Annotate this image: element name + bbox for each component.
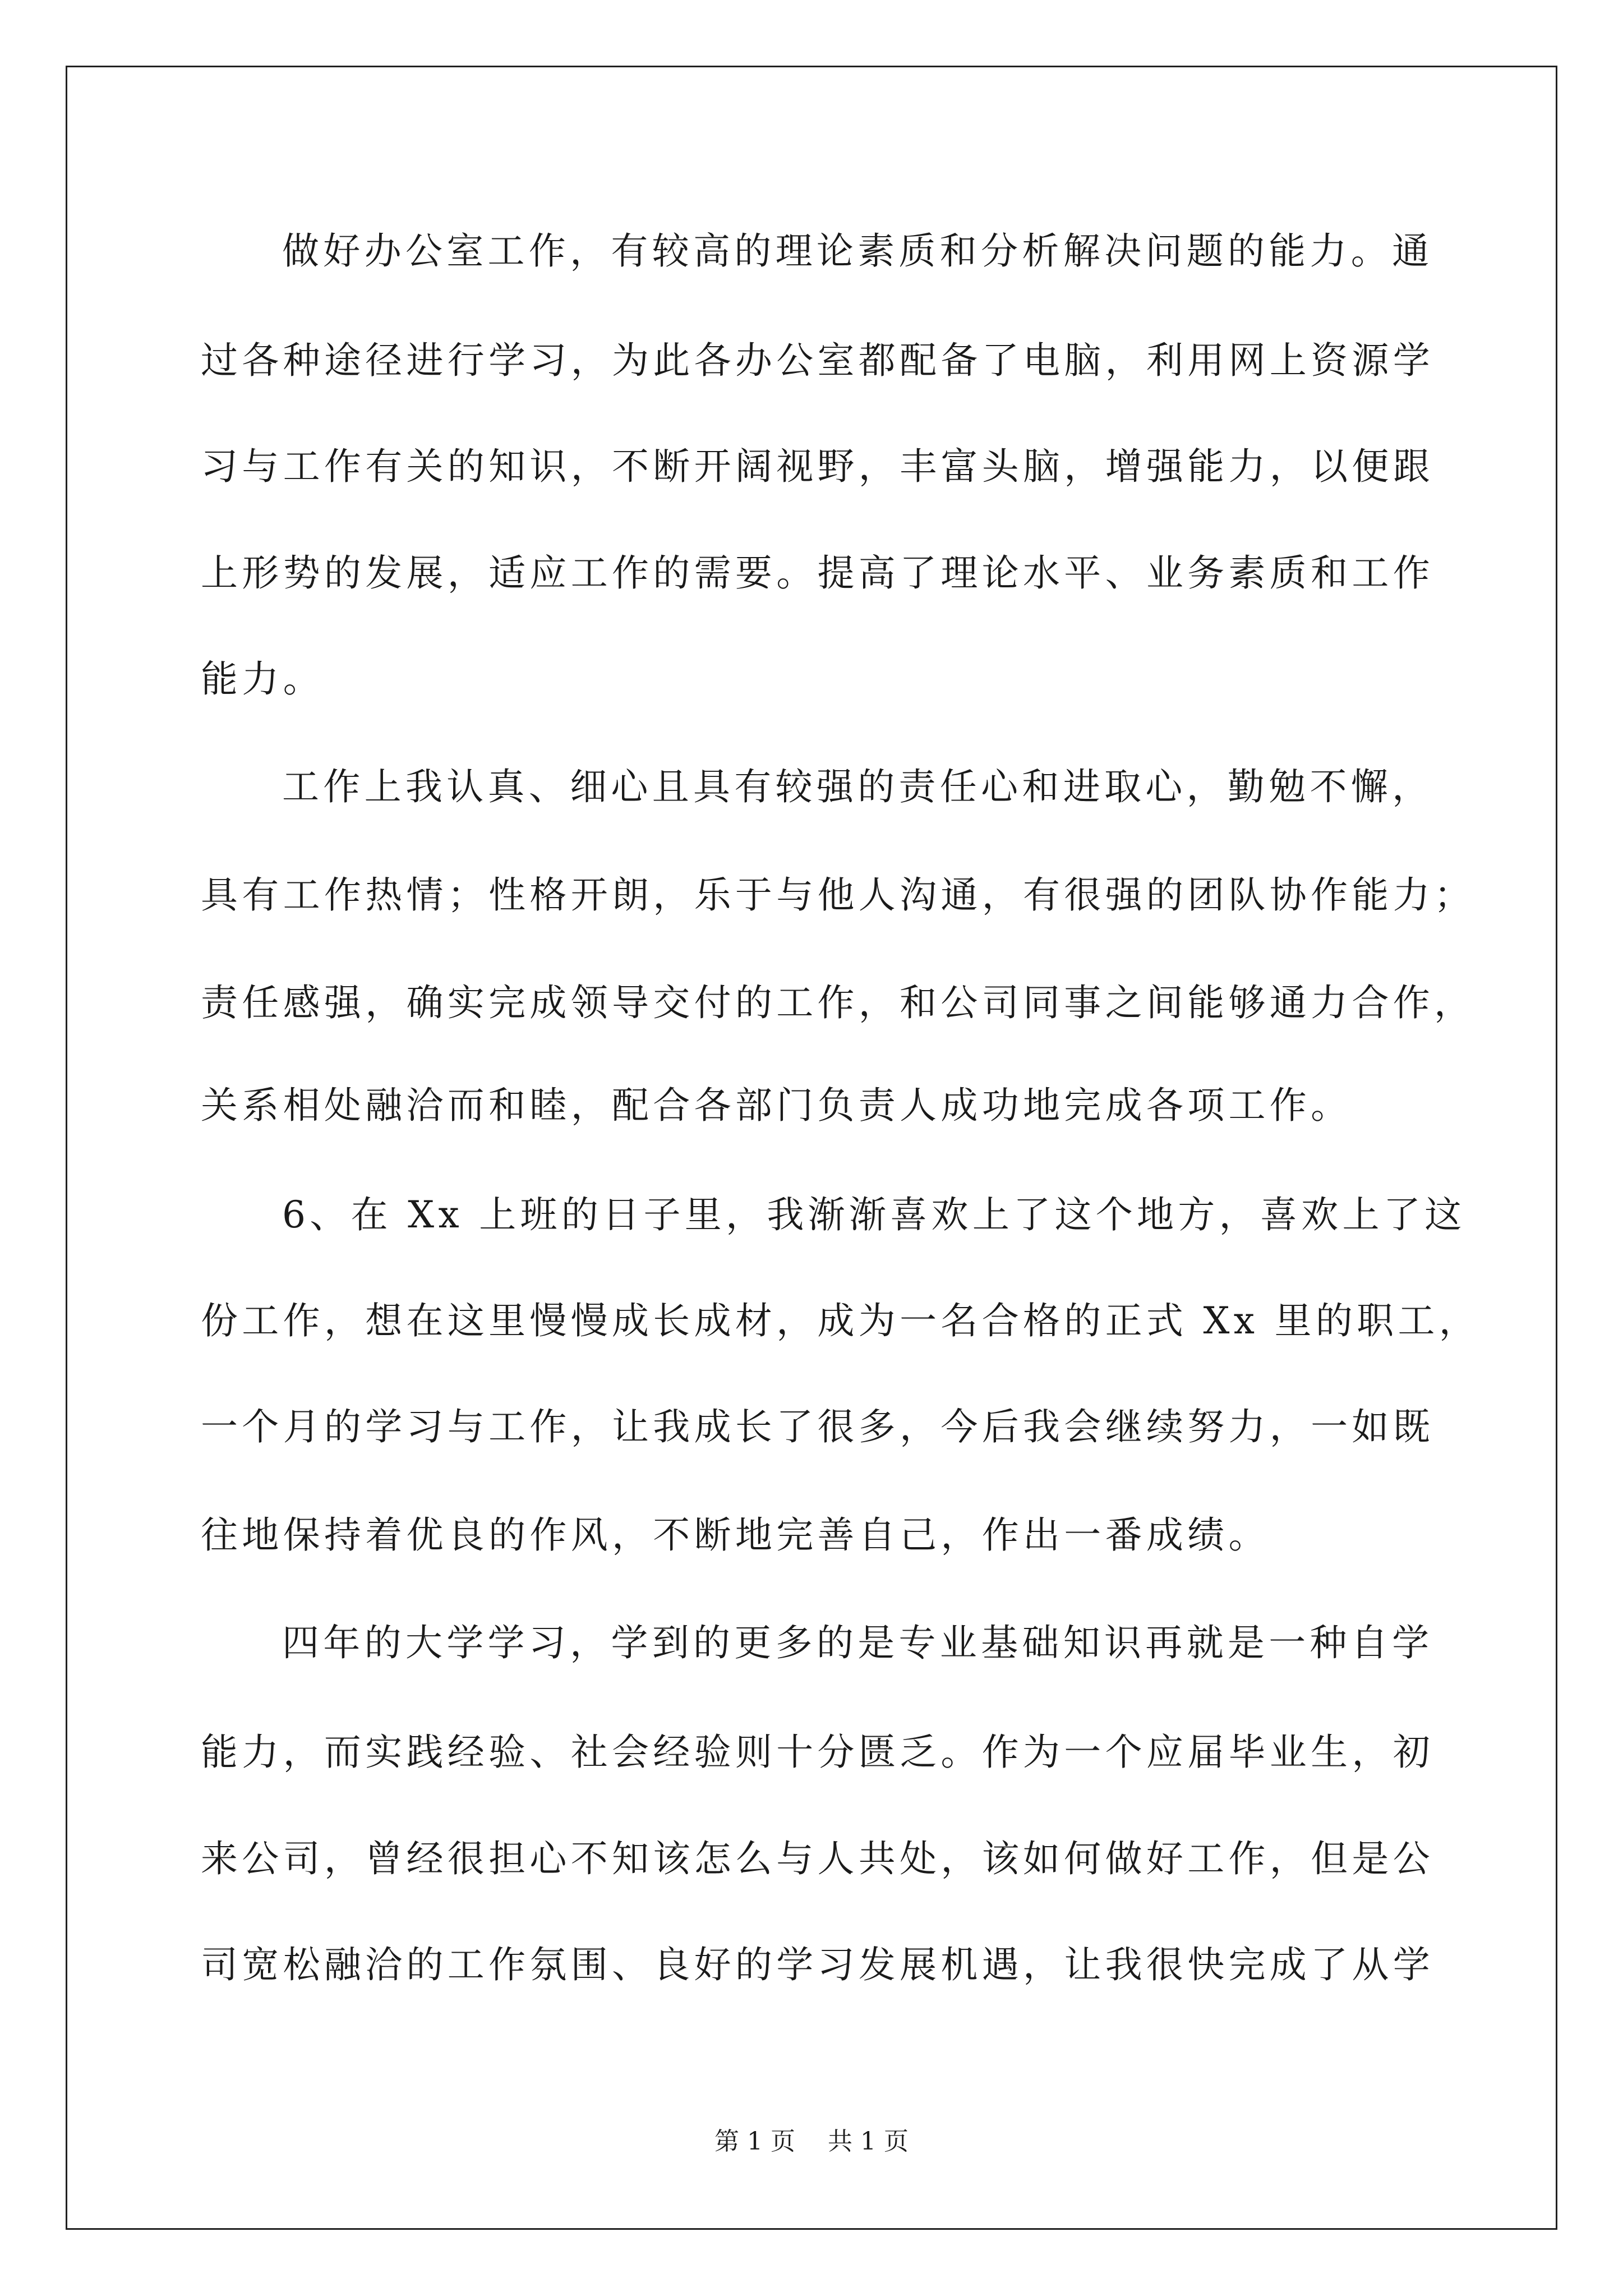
page-number: 第 1 页 bbox=[714, 2127, 795, 2156]
page-border bbox=[66, 66, 1557, 2230]
text-line: 关系相处融洽而和睦，配合各部门负责人成功地完成各项工作。 bbox=[201, 1084, 1352, 1127]
page-total: 共 1 页 bbox=[828, 2127, 909, 2156]
text-line: 6、在 Xx 上班的日子里，我渐渐喜欢上了这个地方，喜欢上了这 bbox=[282, 1193, 1466, 1236]
text-line: 责任感强，确实完成领导交付的工作，和公司同事之间能够通力合作， bbox=[201, 981, 1476, 1024]
page-footer bbox=[0, 2125, 1623, 2159]
text-line: 能力，而实践经验、社会经验则十分匮乏。作为一个应届毕业生，初 bbox=[201, 1731, 1434, 1774]
text-line: 做好办公室工作，有较高的理论素质和分析解决问题的能力。通 bbox=[282, 229, 1433, 273]
text-line: 一个月的学习与工作，让我成长了很多，今后我会继续努力，一如既 bbox=[201, 1405, 1434, 1448]
text-line: 工作上我认真、细心且具有较强的责任心和进取心，勤勉不懈， bbox=[282, 765, 1433, 808]
text-line: 习与工作有关的知识，不断开阔视野，丰富头脑，增强能力，以便跟 bbox=[201, 445, 1434, 488]
text-line: 来公司，曾经很担心不知该怎么与人共处，该如何做好工作，但是公 bbox=[201, 1837, 1434, 1880]
text-line: 往地保持着优良的作风，不断地完善自己，作出一番成绩。 bbox=[201, 1513, 1270, 1557]
text-line: 司宽松融洽的工作氛围、良好的学习发展机遇，让我很快完成了从学 bbox=[201, 1943, 1434, 1986]
text-line: 具有工作热情；性格开朗，乐于与他人沟通，有很强的团队协作能力； bbox=[201, 873, 1476, 917]
text-line: 能力。 bbox=[201, 657, 324, 701]
text-line: 四年的大学学习，学到的更多的是专业基础知识再就是一种自学 bbox=[282, 1621, 1433, 1664]
text-line: 上形势的发展，适应工作的需要。提高了理论水平、业务素质和工作 bbox=[201, 551, 1434, 595]
text-line: 过各种途径进行学习，为此各办公室都配备了电脑，利用网上资源学 bbox=[201, 339, 1434, 382]
text-line: 份工作，想在这里慢慢成长成材，成为一名合格的正式 Xx 里的职工， bbox=[201, 1299, 1481, 1342]
